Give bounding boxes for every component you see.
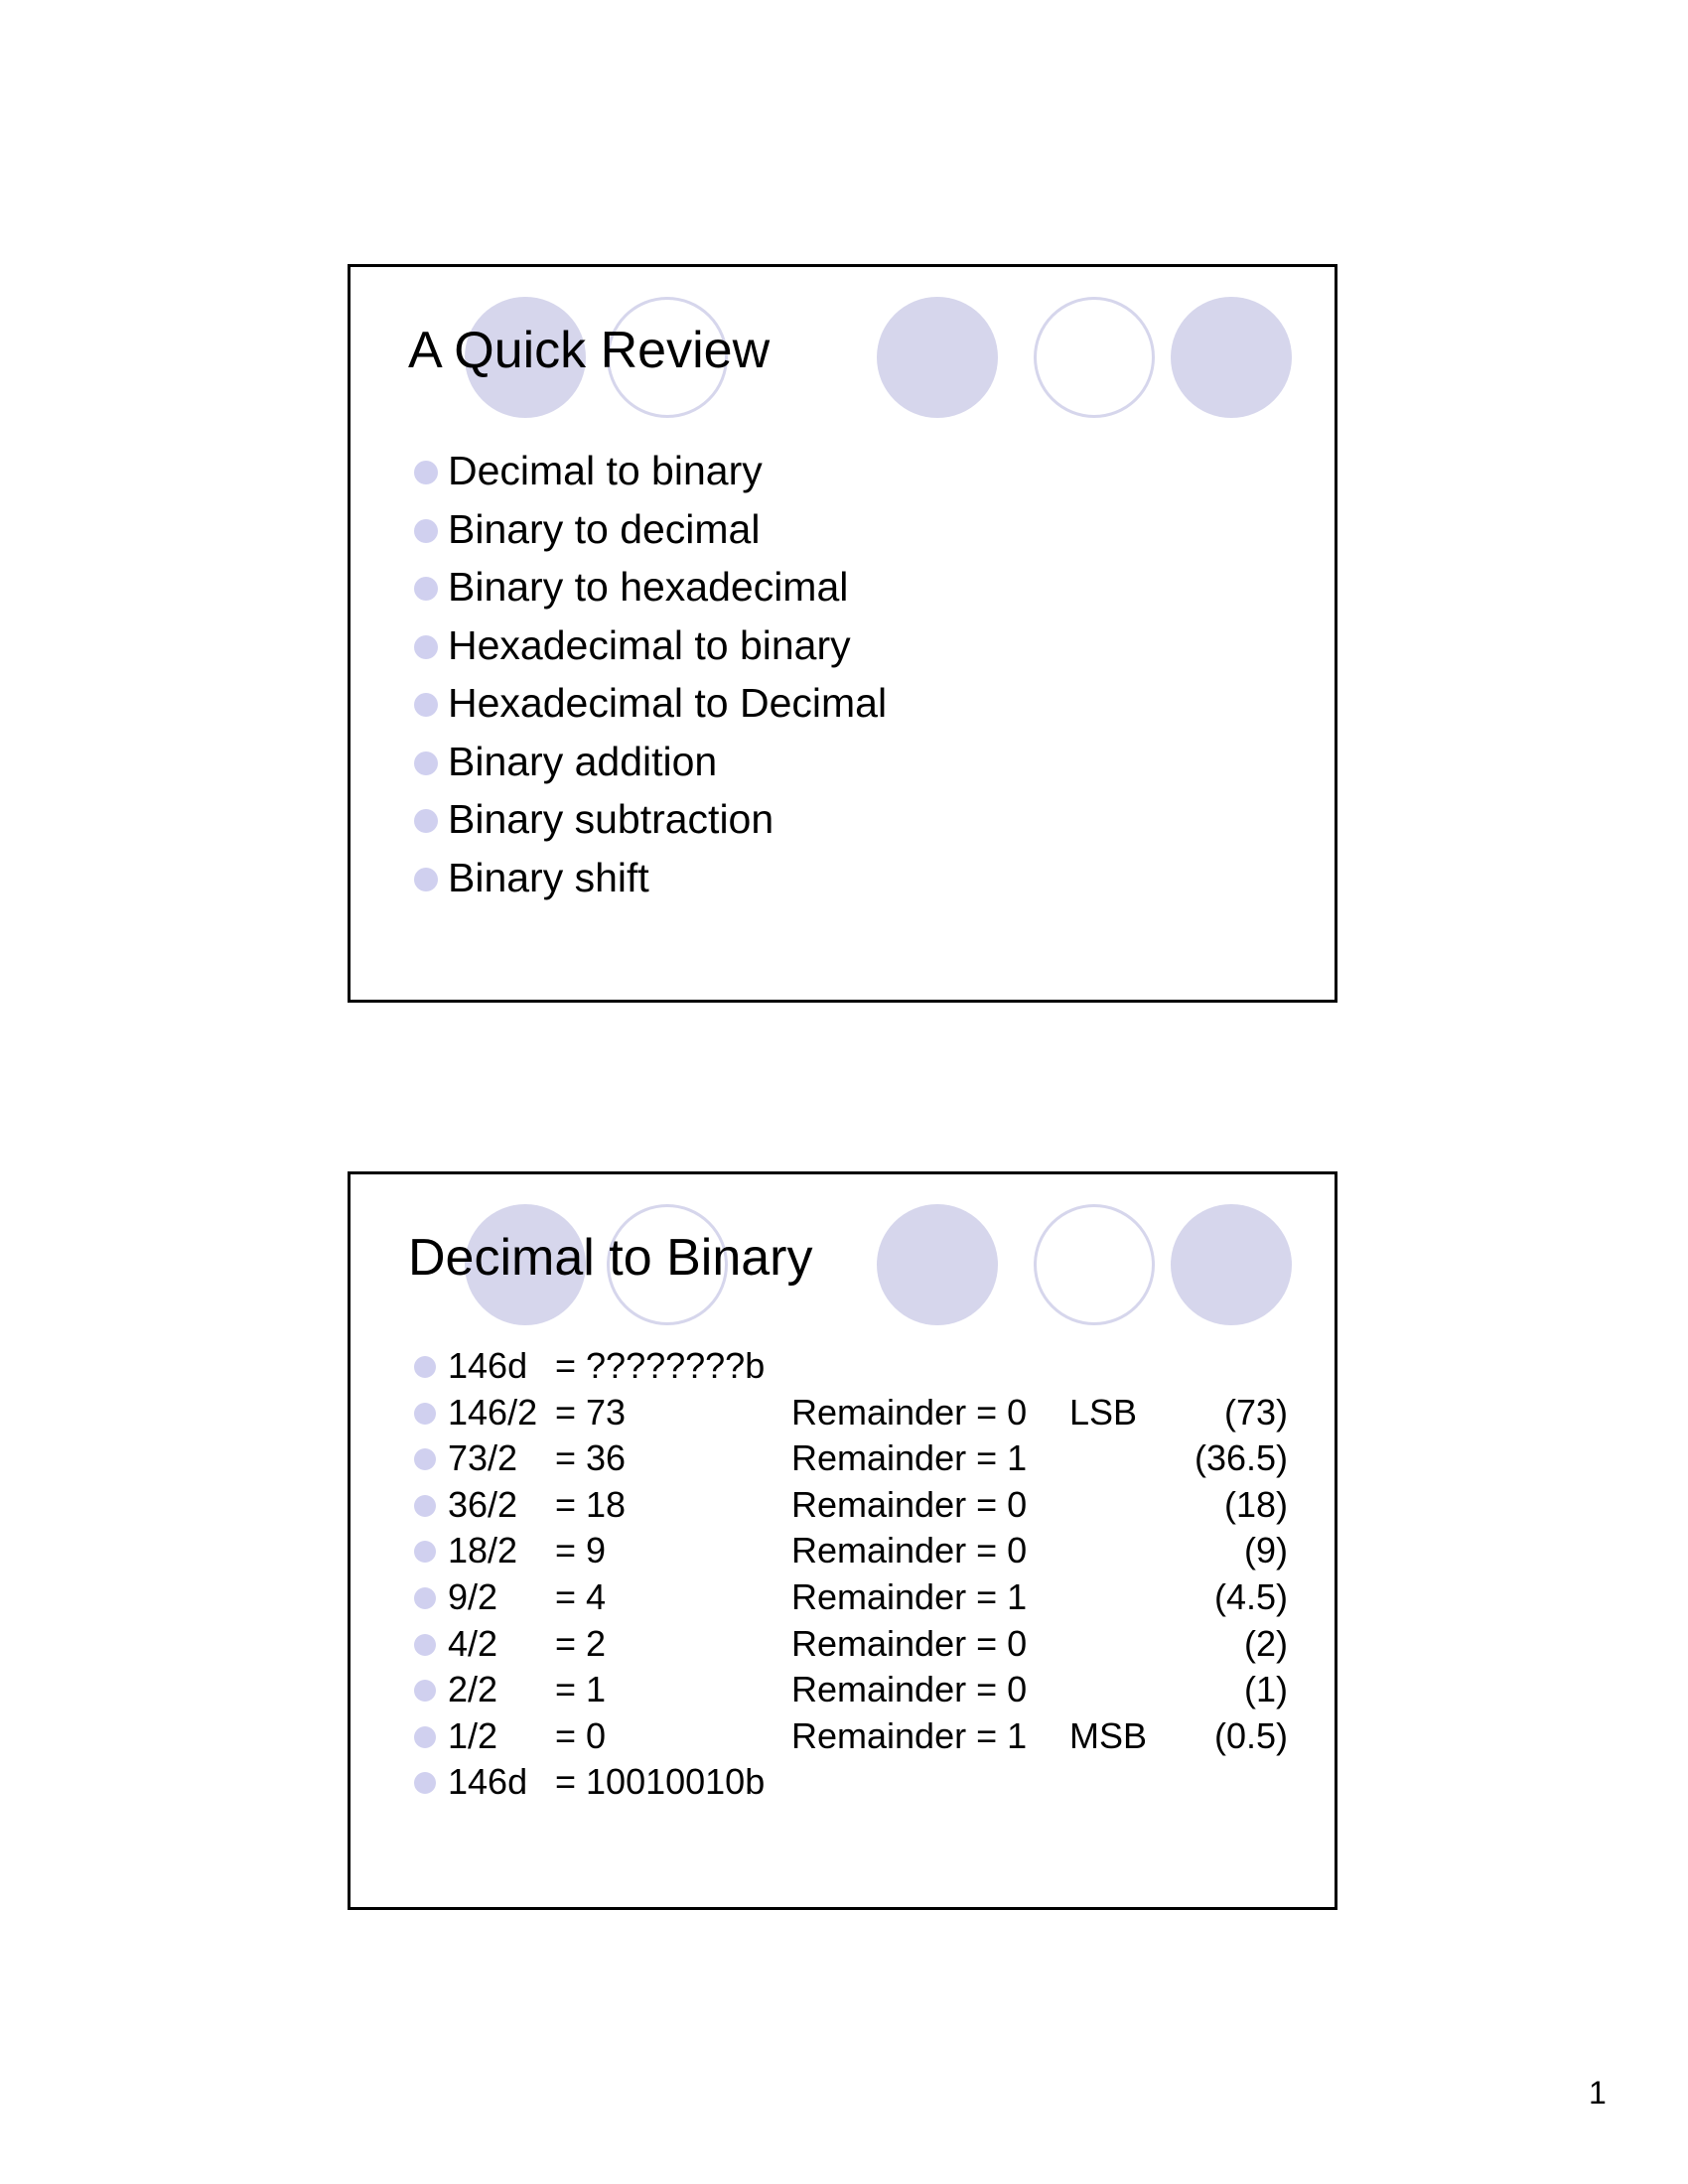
step-result: = 36 bbox=[555, 1437, 627, 1479]
page-number: 1 bbox=[1589, 2075, 1607, 2111]
step-row bbox=[414, 1667, 1288, 1713]
step-result: = 10010010b bbox=[555, 1761, 766, 1803]
bullet-list bbox=[414, 442, 887, 906]
bullet-icon bbox=[414, 1356, 436, 1378]
step-quotient: (1) bbox=[1244, 1669, 1288, 1710]
bullet-icon bbox=[414, 635, 438, 659]
step-remainder: Remainder = 0 bbox=[791, 1622, 1028, 1664]
step-remainder: Remainder = 0 bbox=[791, 1483, 1028, 1525]
bullet-text: Decimal to binary bbox=[448, 448, 763, 493]
bullet-icon bbox=[414, 1772, 436, 1794]
step-remainder: Remainder = 1 bbox=[791, 1575, 1028, 1617]
step-remainder: Remainder = 0 bbox=[791, 1391, 1028, 1433]
step-row bbox=[414, 1528, 1288, 1574]
step-row bbox=[414, 1574, 1288, 1621]
bullet-icon bbox=[414, 1634, 436, 1656]
bullet-icon bbox=[414, 1403, 436, 1425]
bullet-text: Binary subtraction bbox=[448, 796, 774, 842]
step-remainder: Remainder = 0 bbox=[791, 1530, 1028, 1571]
decorative-circle-filled bbox=[877, 1204, 998, 1325]
step-quotient: (73) bbox=[1223, 1391, 1288, 1433]
decorative-circle-filled bbox=[1171, 1204, 1292, 1325]
list-item bbox=[414, 790, 887, 849]
decorative-circle-outline bbox=[1034, 297, 1155, 418]
step-expression: 2/2 bbox=[448, 1669, 498, 1710]
step-quotient: (4.5) bbox=[1213, 1575, 1288, 1617]
slide-decimal-to-binary bbox=[348, 1171, 1337, 1910]
step-quotient: (2) bbox=[1244, 1622, 1288, 1664]
slide-quick-review bbox=[348, 264, 1337, 1003]
step-result: = 9 bbox=[555, 1530, 607, 1571]
step-remainder: Remainder = 1 bbox=[791, 1714, 1028, 1756]
step-expression: 36/2 bbox=[448, 1483, 518, 1525]
step-result: = 18 bbox=[555, 1483, 627, 1525]
step-result: = 0 bbox=[555, 1714, 607, 1756]
step-row bbox=[414, 1482, 1288, 1529]
step-row bbox=[414, 1713, 1288, 1760]
step-result: = ????????b bbox=[555, 1345, 766, 1386]
step-quotient: (9) bbox=[1244, 1530, 1288, 1571]
bullet-icon bbox=[414, 1587, 436, 1609]
bullet-icon bbox=[414, 751, 438, 775]
decorative-circle-outline bbox=[1034, 1204, 1155, 1325]
conversion-steps bbox=[414, 1343, 1288, 1806]
bullet-icon bbox=[414, 809, 438, 833]
step-quotient: (0.5) bbox=[1213, 1714, 1288, 1756]
bullet-text: Binary to decimal bbox=[448, 505, 761, 552]
bullet-text: Binary to hexadecimal bbox=[448, 564, 849, 610]
list-item bbox=[414, 616, 887, 675]
bullet-icon bbox=[414, 1448, 436, 1470]
step-quotient: (36.5) bbox=[1194, 1437, 1288, 1479]
step-expression: 73/2 bbox=[448, 1437, 518, 1479]
step-remainder: Remainder = 0 bbox=[791, 1669, 1028, 1710]
step-expression: 146/2 bbox=[448, 1391, 538, 1433]
step-row bbox=[414, 1621, 1288, 1668]
bullet-icon bbox=[414, 1726, 436, 1748]
bullet-icon bbox=[414, 461, 438, 484]
list-item bbox=[414, 849, 887, 907]
step-expression: 18/2 bbox=[448, 1530, 518, 1571]
step-result: = 4 bbox=[555, 1575, 607, 1617]
bullet-text: Binary addition bbox=[448, 738, 718, 784]
list-item bbox=[414, 733, 887, 791]
bullet-icon bbox=[414, 1541, 436, 1563]
step-result: = 1 bbox=[555, 1669, 607, 1710]
step-row bbox=[414, 1390, 1288, 1436]
list-item bbox=[414, 442, 887, 500]
bullet-text: Hexadecimal to Decimal bbox=[448, 680, 888, 726]
slide-title: Decimal to Binary bbox=[408, 1229, 813, 1287]
bullet-icon bbox=[414, 577, 438, 601]
step-expression: 1/2 bbox=[448, 1714, 498, 1756]
bullet-text: Hexadecimal to binary bbox=[448, 621, 851, 668]
step-result: = 73 bbox=[555, 1391, 627, 1433]
bullet-icon bbox=[414, 868, 438, 891]
decorative-circle-filled bbox=[877, 297, 998, 418]
list-item bbox=[414, 558, 887, 616]
bullet-text: Binary shift bbox=[448, 854, 649, 900]
step-expression: 4/2 bbox=[448, 1622, 498, 1664]
bullet-icon bbox=[414, 1680, 436, 1702]
bullet-icon bbox=[414, 693, 438, 717]
step-row bbox=[414, 1343, 1288, 1390]
step-expression: 9/2 bbox=[448, 1575, 498, 1617]
step-remainder: Remainder = 1 bbox=[791, 1437, 1028, 1479]
step-row bbox=[414, 1435, 1288, 1482]
bullet-icon bbox=[414, 519, 438, 543]
step-marker: LSB bbox=[1069, 1391, 1138, 1433]
step-quotient: (18) bbox=[1223, 1483, 1288, 1525]
slide-title: A Quick Review bbox=[408, 322, 771, 379]
step-result: = 2 bbox=[555, 1622, 607, 1664]
bullet-icon bbox=[414, 1495, 436, 1517]
list-item bbox=[414, 674, 887, 733]
step-expression: 146d bbox=[448, 1761, 528, 1803]
decorative-circle-filled bbox=[1171, 297, 1292, 418]
step-row bbox=[414, 1759, 1288, 1806]
step-marker: MSB bbox=[1069, 1714, 1148, 1756]
list-item bbox=[414, 500, 887, 559]
step-expression: 146d bbox=[448, 1345, 528, 1386]
